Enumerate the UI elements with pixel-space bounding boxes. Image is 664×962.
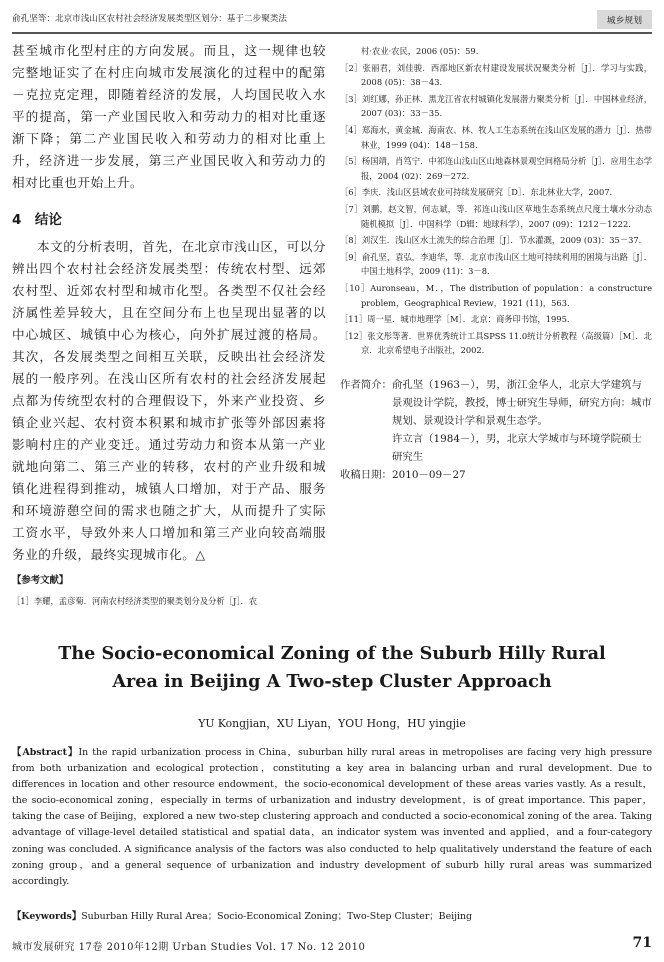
journal-info: 城市发展研究 17卷 2010年12期 Urban Studies Vol. 17 No. 12 2010 xyxy=(12,942,366,953)
reference-item: ［2］张丽君，刘佳骏．西部地区新农村建设发展状况聚类分析［J］．学习与实践，2008 (05)：38－43. xyxy=(340,62,652,88)
reference-item: ［6］李庆．浅山区县域农业可持续发展研究［D］．东北林业大学，2007. xyxy=(340,187,613,198)
reference-item: ［1］李耀，孟彦菊．河南农村经济类型的聚类划分及分析［J］．农 xyxy=(12,596,258,606)
reference-item: ［12］张文彤等著．世界优秀统计工具SPSS 11.0统计分析教程（高级篇）［M］．北京．北京希望电子出版社，2002. xyxy=(340,330,652,356)
reference-item: ［9］俞孔坚，袁弘，李迪华，等．北京市浅山区土地可持续利用的困境与出路［J］．中国土地科学，2009 (11)：3－8. xyxy=(340,251,652,277)
english-abstract xyxy=(12,745,652,890)
received-date: 2010－09－27 xyxy=(392,468,466,481)
reference-item: ［5］杨国靖，肖笃宁．中祁连山浅山区山地森林景观空间格局分析［J］．应用生态学报，2004 (02)：269－272. xyxy=(340,156,652,181)
english-title xyxy=(0,640,664,696)
running-header xyxy=(12,9,652,31)
english-authors: YU Kongjian，XU Liyan，YOU Hong，HU yingjie xyxy=(198,717,466,730)
running-title: 俞孔坚等：北京市浅山区农村社会经济发展类型区划分：基于二步聚类法 xyxy=(12,14,288,24)
author-bio: 许立言（1984－），男，北京大学城市与环境学院硕士研究生 xyxy=(392,432,642,463)
english-title-line: The Socio-economical Zoning of the Suburb Hilly Rural xyxy=(58,643,606,664)
reference-item: 村·农业·农民，2006 (05)：59. xyxy=(361,46,479,56)
body-paragraph: 甚至城市化型村庄的方向发展。而且，这一规律也较完整地证实了在村庄向城市发展演化的过程中的配第－克拉克定理，即随着经济的发展，人均国民收入水平的提高，第一产业国民收入和劳动力的相对比重逐渐下降；第二产业国民收入和劳动力的相对比重上升，经济进一步发展，第三产业国民收入和劳动力的相对比重也开始上升。 xyxy=(12,43,326,190)
abstract-label: 【Abstract】 xyxy=(12,747,79,758)
reference-item: ［8］刘汉生．浅山区水土流失的综合治理［J］．节水灌溉，2009 (03)：35－37. xyxy=(340,235,642,246)
right-column xyxy=(340,44,652,484)
english-title-line: Area in Beijing A Two-step Cluster Approach xyxy=(112,671,552,692)
abstract-text: In the rapid urbanization process in China，suburban hilly rural areas in metropolises are facing very high pressure from both urbanization and ecological protection，constituting a key area in balancing urban and rural development. Due to differences in location and other resource endowment，the socio-economical development of these areas varies vastly. As a result，the socio-economical zoning，especially in terms of urbanization and industry development，is of great importance. This paper，taking the case of Beijing，explored a new two-step clustering approach and conducted a socio-economical zoning of the area. Taking advantage of village-level detailed statistical and spatial data，an indicator system was invented and applied，and a four-category zoning was concluded. A significance analysis of the factors was also conducted to help qualitatively understand the feature of each zoning group，and a general sequence of urbanization and industry development of suburb hilly rural areas was summarized accordingly. xyxy=(12,747,652,887)
author-bio: 俞孔坚（1963－），男，浙江金华人，北京大学建筑与景观设计学院，教授，博士研究生导师，研究方向：城市规划、景观设计学和景观生态学。 xyxy=(392,378,652,427)
body-paragraph: 本文的分析表明，首先，在北京市浅山区，可以分辨出四个农村社会经济发展类型：传统农村型、远郊农村型、近郊农村型和城市化型。各类型不仅社会经济属性差异较大，且在空间分布上也呈现出显著的以中心城区、城镇中心为核心，向外扩展过渡的格局。其次，各发展类型之间相互关联，反映出社会经济发展的一般序列。在浅山区所有农村的社会经济发展起点都为传统型农村的合理假设下，外来产业投资、乡镇企业兴起、农村资本积累和城市扩张等外部因素将影响村庄的产业变迁。通过劳动力和资本从第一产业就地向第二、第三产业的转移，农村的产业升级和城镇化进程得到推动，城镇人口增加，对于产品、服务和环境游憩空间的需求也随之扩大，从而提升了实际工资水平，导致外来人口增加和第三产业向较高端服务业的升级，最终实现城市化。△ xyxy=(12,239,326,562)
header-divider xyxy=(12,32,652,34)
keywords-label: 【Keywords】 xyxy=(12,911,82,922)
received-label: 收稿日期： xyxy=(340,468,392,481)
section-tag: 城乡规划 xyxy=(597,10,652,29)
left-column xyxy=(12,40,326,611)
reference-item: ［3］刘红娜，孙正林．黑龙江省农村城镇化发展潜力聚类分析［J］．中国林业经济，2007 (03)：33－35. xyxy=(340,93,652,119)
page-number: 71 xyxy=(632,935,652,951)
reference-item: ［11］周一星．城市地理学［M］．北京：商务印书馆，1995. xyxy=(340,314,570,325)
keywords-text: Suburban Hilly Rural Area；Socio-Economical Zoning；Two-Step Cluster；Beijing xyxy=(81,911,473,922)
english-keywords xyxy=(12,908,652,922)
reference-item: ［7］刘鹏，赵文智，何志斌，等．祁连山浅山区草地生态系统点尺度土壤水分动态随机模拟［J］．中国科学（D辑：地球科学），2007 (09)：1212－1222. xyxy=(340,203,652,229)
section-heading: 4 结论 xyxy=(12,212,62,228)
reference-item: ［10］Auronseau，M．，The distribution of population：a constructure problem，Geographical Review，1921 (11)，563. xyxy=(340,282,652,308)
references-heading: 【参考文献】 xyxy=(12,575,69,586)
reference-item: ［4］郑海水，黄金城．海南农、林、牧人工生态系统在浅山区发展的潜力［J］．热带林业，1999 (04)：148－158. xyxy=(340,124,652,150)
author-label: 作者简介： xyxy=(340,378,392,391)
author-info xyxy=(340,376,652,484)
